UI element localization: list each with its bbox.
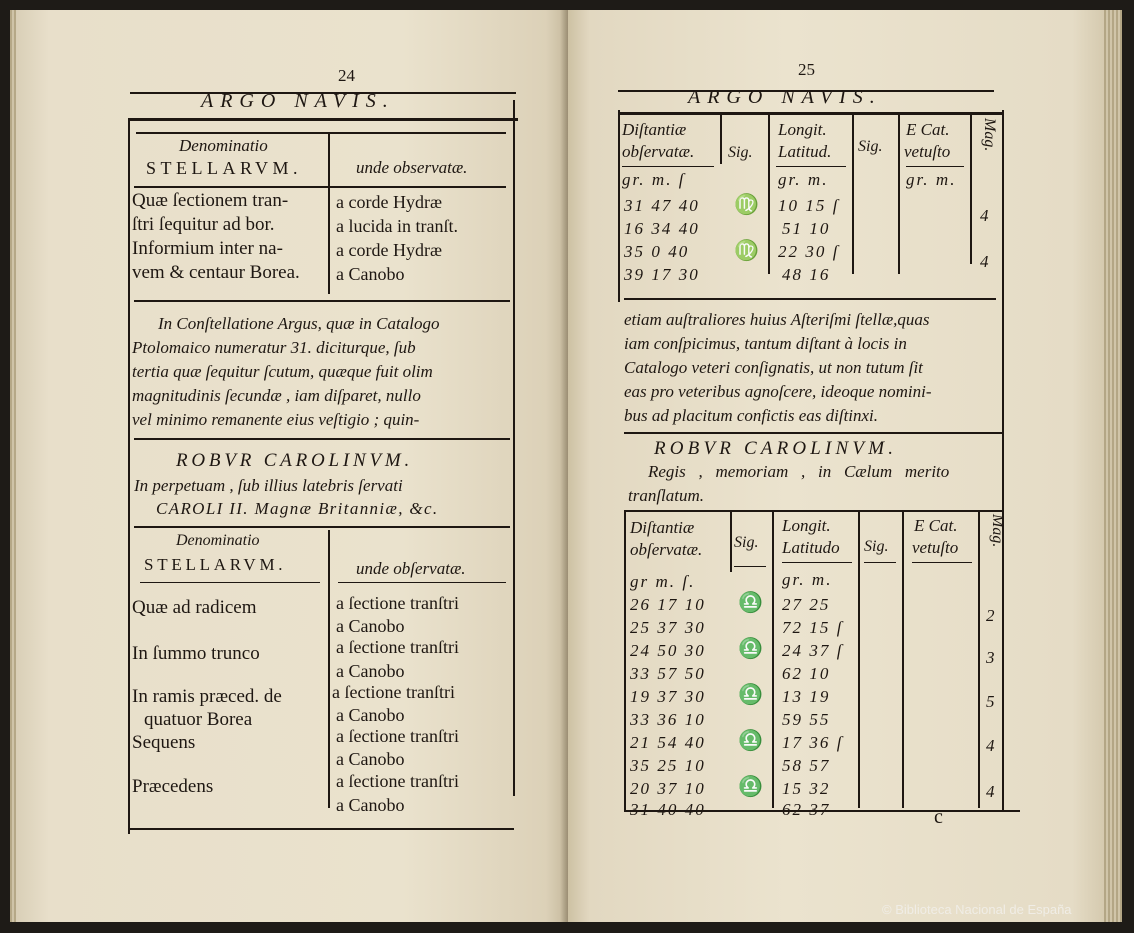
rule	[128, 118, 518, 121]
paragraph-line: vel minimo remanente eius veſtigio ; quin-	[132, 410, 420, 429]
credit-line: © Biblioteca Nacional de España	[882, 902, 1072, 917]
table-cell: 35 25 10	[630, 756, 706, 775]
table-cell: 13 19	[782, 687, 831, 706]
table-cell: 33 36 10	[630, 710, 706, 729]
header-stellarum: STELLARVM.	[146, 158, 303, 178]
column-divider	[720, 114, 722, 164]
table-cell: a Canobo	[336, 749, 405, 769]
running-head: ARGO NAVIS.	[201, 90, 395, 112]
signature-mark: c	[934, 806, 943, 828]
column-divider	[772, 512, 774, 808]
table-cell: 48 16	[782, 265, 831, 284]
zodiac-sign: ♎	[738, 684, 766, 706]
unit-label: gr. m.	[906, 170, 957, 189]
zodiac-sign: ♎	[738, 730, 766, 752]
rule	[134, 186, 506, 188]
table-cell: 24 37 ſ	[782, 641, 844, 660]
column-divider	[328, 530, 330, 808]
rule	[128, 828, 514, 830]
magnitude: 3	[986, 648, 997, 667]
table-cell: 16 34 40	[624, 219, 700, 238]
paragraph-line: tertia quæ ſequitur ſcutum, quæque fuit olim	[132, 362, 433, 381]
magnitude: 4	[986, 736, 997, 755]
table-cell: a Canobo	[336, 795, 405, 815]
magnitude: 4	[980, 206, 991, 225]
zodiac-sign: ♍	[734, 240, 762, 262]
table-cell: 39 17 30	[624, 265, 700, 284]
column-divider	[970, 114, 972, 264]
column-divider	[858, 512, 860, 808]
section-intro: Regis , memoriam , in Cælum merito	[648, 462, 950, 481]
table-cell: 26 17 10	[630, 595, 706, 614]
col-header: Sig.	[728, 144, 753, 161]
rule	[136, 132, 506, 134]
table-cell: 62 37	[782, 800, 831, 819]
column-divider	[898, 114, 900, 274]
unit-label: gr. m.	[778, 170, 829, 189]
table-cell: 35 0 40	[624, 242, 690, 261]
paragraph-line: magnitudinis ſecundæ , iam diſparet, nullo	[132, 386, 421, 405]
col-header: Latitudo	[782, 538, 840, 557]
table-cell: a ſectione tranſtri	[336, 771, 459, 791]
column-divider	[328, 132, 330, 294]
paragraph-line: eas pro veteribus agnoſcere, ideoque nomini-	[624, 382, 932, 401]
paragraph-line: iam conſpicimus, tantum diſtant à locis in	[624, 334, 907, 353]
table-cell: vem & centaur Borea.	[132, 262, 300, 283]
left-page	[16, 10, 568, 922]
rule	[140, 582, 320, 583]
header-denominatio: Denominatio	[179, 136, 268, 155]
column-divider	[768, 114, 770, 274]
col-header: Sig.	[864, 538, 889, 555]
table-cell: a lucida in tranſt.	[336, 216, 458, 236]
paragraph-line: bus ad placitum confictis eas diſtinxi.	[624, 406, 879, 425]
rule	[782, 562, 852, 563]
table-cell: a Canobo	[336, 705, 405, 725]
table-border-left	[618, 110, 620, 302]
rule	[906, 166, 964, 167]
rule	[134, 438, 510, 440]
header-stellarum: STELLARVM.	[144, 555, 287, 574]
table-border-right	[1002, 110, 1004, 810]
table-cell: 20 37 10	[630, 779, 706, 798]
table-cell: a ſectione tranſtri	[332, 682, 455, 702]
col-header: Sig.	[734, 534, 759, 551]
paragraph-line: Catalogo veteri conſignatis, ut non tutum ſit	[624, 358, 923, 377]
header-unde: unde obſervatæ.	[356, 559, 466, 578]
col-header: obſervatæ.	[630, 540, 703, 559]
column-divider	[902, 512, 904, 808]
col-header: Diſtantiæ	[630, 518, 695, 537]
table-cell: a corde Hydræ	[336, 240, 442, 260]
table-cell: 21 54 40	[630, 733, 706, 752]
section-intro: tranſlatum.	[628, 486, 705, 505]
zodiac-sign: ♎	[738, 776, 766, 798]
col-header: E Cat.	[906, 120, 950, 139]
magnitude: 4	[986, 782, 997, 801]
col-header: E Cat.	[914, 516, 958, 535]
table-cell: 10 15 ſ	[778, 196, 840, 215]
page-number: 24	[338, 66, 355, 85]
table-cell: In ſummo trunco	[132, 643, 260, 664]
right-page	[568, 10, 1116, 922]
table-cell: Informium inter na-	[132, 238, 283, 259]
table-cell: 25 37 30	[630, 618, 706, 637]
table-cell: Quæ ſectionem tran-	[132, 190, 289, 211]
header-denominatio: Denominatio	[176, 532, 260, 549]
table-cell: a ſectione tranſtri	[336, 637, 459, 657]
table-cell: 58 57	[782, 756, 831, 775]
rule	[624, 810, 1020, 812]
zodiac-sign: ♍	[734, 194, 762, 216]
rule	[912, 562, 972, 563]
table-cell: a ſectione tranſtri	[336, 593, 459, 613]
unit-label: gr. m. ſ	[622, 170, 686, 189]
table-cell: 51 10	[782, 219, 831, 238]
magnitude: 4	[980, 252, 991, 271]
table-cell: quatuor Borea	[144, 709, 253, 730]
rule	[776, 166, 846, 167]
table-cell: 62 10	[782, 664, 831, 683]
table-cell: ſtri ſequitur ad bor.	[132, 214, 275, 235]
table-border-right	[513, 100, 515, 796]
table-cell: 27 25	[782, 595, 831, 614]
paragraph-line: In Conſtellatione Argus, quæ in Catalogo	[158, 314, 440, 333]
page-number: 25	[798, 60, 815, 79]
table-cell: a Canobo	[336, 616, 405, 636]
col-header: obſervatæ.	[622, 142, 695, 161]
table-cell: 72 15 ſ	[782, 618, 844, 637]
section-title: ROBVR CAROLINVM.	[654, 438, 898, 459]
rule	[134, 526, 510, 528]
table-cell: a corde Hydræ	[336, 192, 442, 212]
rule	[624, 432, 1004, 434]
table-cell: 59 55	[782, 710, 831, 729]
column-divider	[730, 512, 732, 572]
book-edge-right	[1104, 10, 1122, 922]
table-cell: Præcedens	[132, 776, 214, 797]
col-header: Latitud.	[778, 142, 832, 161]
section-title: ROBVR CAROLINVM.	[176, 450, 414, 471]
column-divider	[852, 114, 854, 274]
rule	[624, 510, 1004, 512]
section-intro: In perpetuam , ſub illius latebris ſervati	[134, 476, 403, 495]
unit-label: gr. m.	[782, 570, 833, 589]
zodiac-sign: ♎	[738, 638, 766, 660]
table-cell: 22 30 ſ	[778, 242, 840, 261]
rule	[338, 582, 506, 583]
magnitude: 2	[986, 606, 997, 625]
col-header: vetuſto	[912, 538, 959, 557]
table-cell: 24 50 30	[630, 641, 706, 660]
table-cell: 31 40 40	[630, 800, 706, 819]
col-header: vetuſto	[904, 142, 951, 161]
table-cell: 17 36 ſ	[782, 733, 844, 752]
col-header: Diſtantiæ	[622, 120, 687, 139]
magnitude: 5	[986, 692, 997, 711]
column-divider	[978, 512, 980, 808]
running-head: ARGO NAVIS.	[688, 86, 882, 108]
table-cell: Quæ ad radicem	[132, 597, 257, 618]
rule	[624, 298, 996, 300]
col-header-mag: Mag.	[981, 118, 998, 152]
table-border-left	[128, 118, 130, 834]
table-cell: In ramis præced. de	[132, 686, 282, 707]
rule	[864, 562, 896, 563]
zodiac-sign: ♎	[738, 592, 766, 614]
rule	[618, 112, 1004, 115]
section-intro: CAROLI II. Magnæ Britanniæ, &c.	[156, 499, 439, 518]
table-cell: 15 32	[782, 779, 831, 798]
paragraph-line: etiam auſtraliores huius Aſteriſmi ſtellæ,quas	[624, 310, 930, 329]
unit-label: gr m. ſ.	[630, 572, 696, 591]
paragraph-line: Ptolomaico numeratur 31. diciturque, ſub	[132, 338, 416, 357]
table-cell: a Canobo	[336, 661, 405, 681]
rule	[622, 166, 714, 167]
col-header: Sig.	[858, 138, 883, 155]
table-cell: 19 37 30	[630, 687, 706, 706]
table-cell: 33 57 50	[630, 664, 706, 683]
table-cell: 31 47 40	[624, 196, 700, 215]
table-cell: Sequens	[132, 732, 196, 753]
col-header: Longit.	[782, 516, 831, 535]
rule	[734, 566, 766, 567]
rule	[134, 300, 510, 302]
table-cell: a ſectione tranſtri	[336, 726, 459, 746]
header-unde: unde observatæ.	[356, 158, 468, 177]
table-cell: a Canobo	[336, 264, 405, 284]
table-border-left	[624, 510, 626, 810]
col-header-mag: Mag.	[989, 514, 1006, 548]
col-header: Longit.	[778, 120, 827, 139]
